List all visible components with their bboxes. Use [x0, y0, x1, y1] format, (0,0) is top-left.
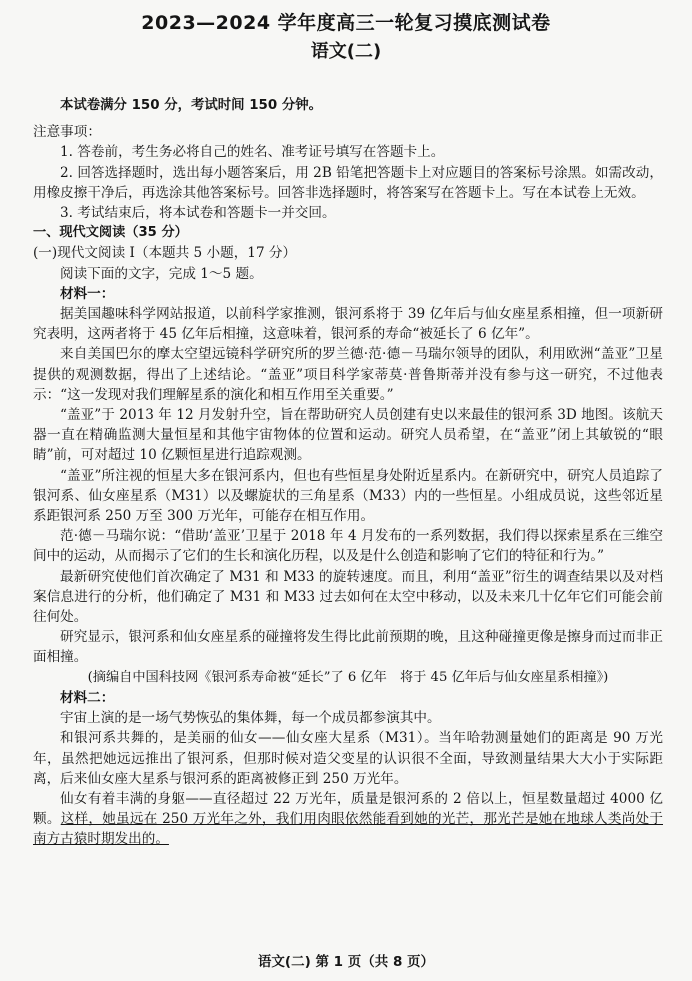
material-1-paragraph: 最新研究使他们首次确定了 M31 和 M33 的旋转速度。而且，利用“盖亚”衍生的调查结果以及对档案信息进行的分析，他们确定了 M31 和 M33 过去如何在太空中移动，以及未来几十亿年它们可能会前往何处。: [33, 568, 663, 626]
material-1-paragraph: 来自美国巴尔的摩太空望远镜科学研究所的罗兰德·范·德－马瑞尔领导的团队，利用欧洲“盖亚”卫星提供的观测数据，得出了上述结论。“盖亚”项目科学家蒂莫·普鲁斯蒂并没有参与这一研究，不过他表示：“这一发现对我们理解星系的演化和相互作用至关重要。”: [33, 346, 663, 403]
notice-item-2: 2. 回答选择题时，选出每小题答案后，用 2B 铅笔把答题卡上对应题目的答案标号涂黑。如需改动，用橡皮擦干净后，再选涂其他答案标号。回答非选择题时，将答案写在答题卡上。写在本试卷上无效。: [33, 164, 663, 201]
material-2-paragraph: 和银河系共舞的，是美丽的仙女——仙女座大星系（M31）。当年哈勃测量她们的距离是 90 万光年，虽然把她远远推出了银河系，但那时候对造父变星的认识很不全面，导致测量结果大大小于实际距离，后来仙女座大星系与银河系的距离被修正到 250 万光年。: [33, 730, 663, 787]
material-2-paragraph: [33, 789, 663, 850]
underlined-sentence: 这样，她虽远在 250 万光年之外，我们用肉眼依然能看到她的光芒，那光芒是她在地球人类尚处于南方古猿时期发出的。: [33, 811, 663, 848]
material-1-label: 材料一：: [60, 285, 115, 302]
material-2-text: 仙女有着丰满的身躯——直径超过 22 万光年，质量是银河系的 2 倍以上，恒星数量超过 4000 亿颗。: [33, 790, 663, 828]
notice-title: 注意事项：: [33, 124, 101, 141]
material-2-paragraph: 宇宙上演的是一场气势恢弘的集体舞，每一个成员都参演其中。: [60, 710, 441, 727]
exam-body: [33, 96, 663, 850]
sub-section-heading: (一)现代文阅读 I（本题共 5 小题，17 分）: [33, 245, 297, 262]
notice-item-1: 1. 答卷前，考生务必将自己的姓名、准考证号填写在答题卡上。: [60, 144, 445, 161]
material-1-paragraph: 研究显示，银河系和仙女座星系的碰撞将发生得比此前预期的晚，且这种碰撞更像是擦身而过而非正面相撞。: [33, 629, 663, 666]
reading-instruction: 阅读下面的文字，完成 1～5 题。: [60, 265, 263, 282]
section-heading: 一、现代文阅读（35 分）: [33, 225, 188, 241]
material-1-paragraph: 范·德－马瑞尔说：“借助‘盖亚’卫星于 2018 年 4 月发布的一系列数据，我们得以探索星系在三维空间中的运动，从而揭示了它们的生长和演化历程，以及是什么创造和影响了它们的特征和行为。”: [33, 528, 663, 565]
exam-title: 2023—2024 学年度高三一轮复习摸底测试卷: [141, 12, 551, 34]
notice-item-3: 3. 考试结束后，将本试卷和答题卡一并交回。: [60, 205, 336, 222]
exam-subtitle: 语文(二): [310, 41, 382, 62]
page-footer: 语文(二) 第 1 页（共 8 页）: [257, 954, 435, 970]
material-1-paragraph: “盖亚”于 2013 年 12 月发射升空，旨在帮助研究人员创建有史以来最佳的银河系 3D 地图。该航天器一直在精确监测大量恒星和其他宇宙物体的位置和运动。研究人员希望，在“盖亚”闭上其敏锐的“眼睛”前，可对超过 10 亿颗恒星进行追踪观测。: [33, 407, 663, 464]
material-1-source: (摘编自中国科技网《银河系寿命被“延长”了 6 亿年 将于 45 亿年后与仙女座星系相撞》): [87, 669, 609, 685]
score-line: 本试卷满分 150 分，考试时间 150 分钟。: [60, 98, 323, 113]
material-1-paragraph: “盖亚”所注视的恒星大多在银河系内，但也有些恒星身处附近星系内。在新研究中，研究人员追踪了银河系、仙女座星系（M31）以及螺旋状的三角星系（M33）内的一些恒星。小组成员说，这些邻近星系距银河系 250 万至 300 万光年，可能存在相互作用。: [33, 467, 663, 525]
material-2-label: 材料二：: [60, 689, 115, 706]
material-1-paragraph: 据美国趣味科学网站报道，以前科学家推测，银河系将于 39 亿年后与仙女座星系相撞，但一项新研究表明，这两者将于 45 亿年后相撞，这意味着，银河系的寿命“被延长了 6 亿年”。: [33, 306, 663, 343]
